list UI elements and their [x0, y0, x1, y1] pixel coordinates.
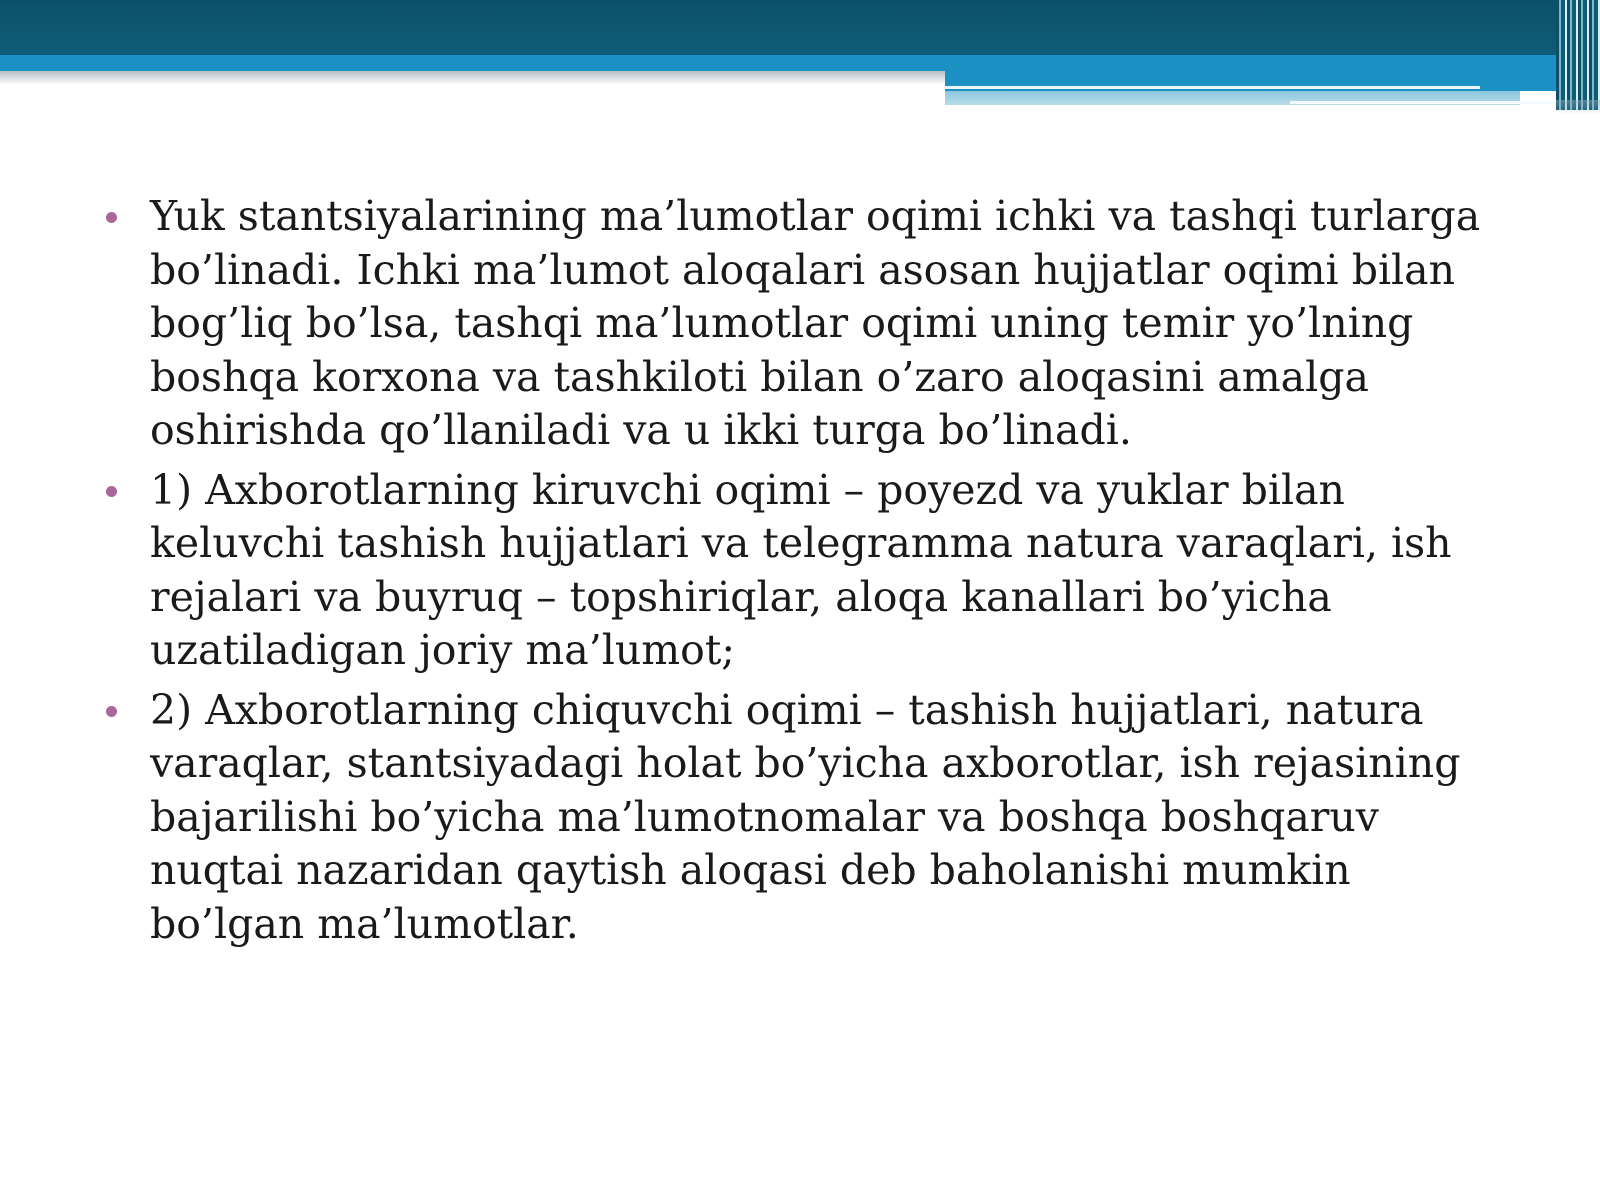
header-band-dark [0, 0, 1600, 55]
bullet-text: 1) Axborotlarning kiruvchi oqimi – poyezd va yuklar bilan keluvchi tashish hujjatlari va telegramma natura varaqlari, ish rejalari va buyruq – topshiriqlar, aloqa kanallari bo’yicha uzatiladigan joriy ma’lumot; [150, 465, 1452, 674]
header-right-stripes [1556, 0, 1600, 110]
bullet-item [100, 464, 1500, 678]
slide-content [100, 190, 1500, 957]
bullet-item [100, 684, 1500, 952]
header-band-shadow [0, 71, 945, 85]
header-thin-line-2 [1290, 101, 1570, 104]
header-band-mid [0, 55, 1560, 71]
bullet-dot-icon [106, 486, 117, 497]
bullet-text: Yuk stantsiyalarining ma’lumotlar oqimi ichki va tashqi turlarga bo’linadi. Ichki ma’lumot aloqalari asosan hujjatlar oqimi bilan bog’liq bo’lsa, tashqi ma’lumotlar oqimi uning temir yo’lning boshqa korxona va tashkiloti bilan o’zaro aloqasini amalga oshirishda qo’llaniladi va u ikki turga bo’linadi. [150, 192, 1481, 454]
header-right-stripes-fade [1556, 100, 1600, 114]
bullet-item [100, 190, 1500, 458]
bullet-list [100, 190, 1500, 951]
bullet-dot-icon [106, 706, 117, 717]
bullet-dot-icon [106, 212, 117, 223]
bullet-text: 2) Axborotlarning chiquvchi oqimi – tashish hujjatlari, natura varaqlar, stantsiyadagi holat bo’yicha axborotlar, ish rejasining bajarilishi bo’yicha ma’lumotnomalar va boshqa boshqaruv nuqtai nazaridan qaytish aloqasi deb baholanishi mumkin bo’lgan ma’lumotlar. [150, 685, 1461, 948]
header-thin-line [945, 86, 1480, 89]
